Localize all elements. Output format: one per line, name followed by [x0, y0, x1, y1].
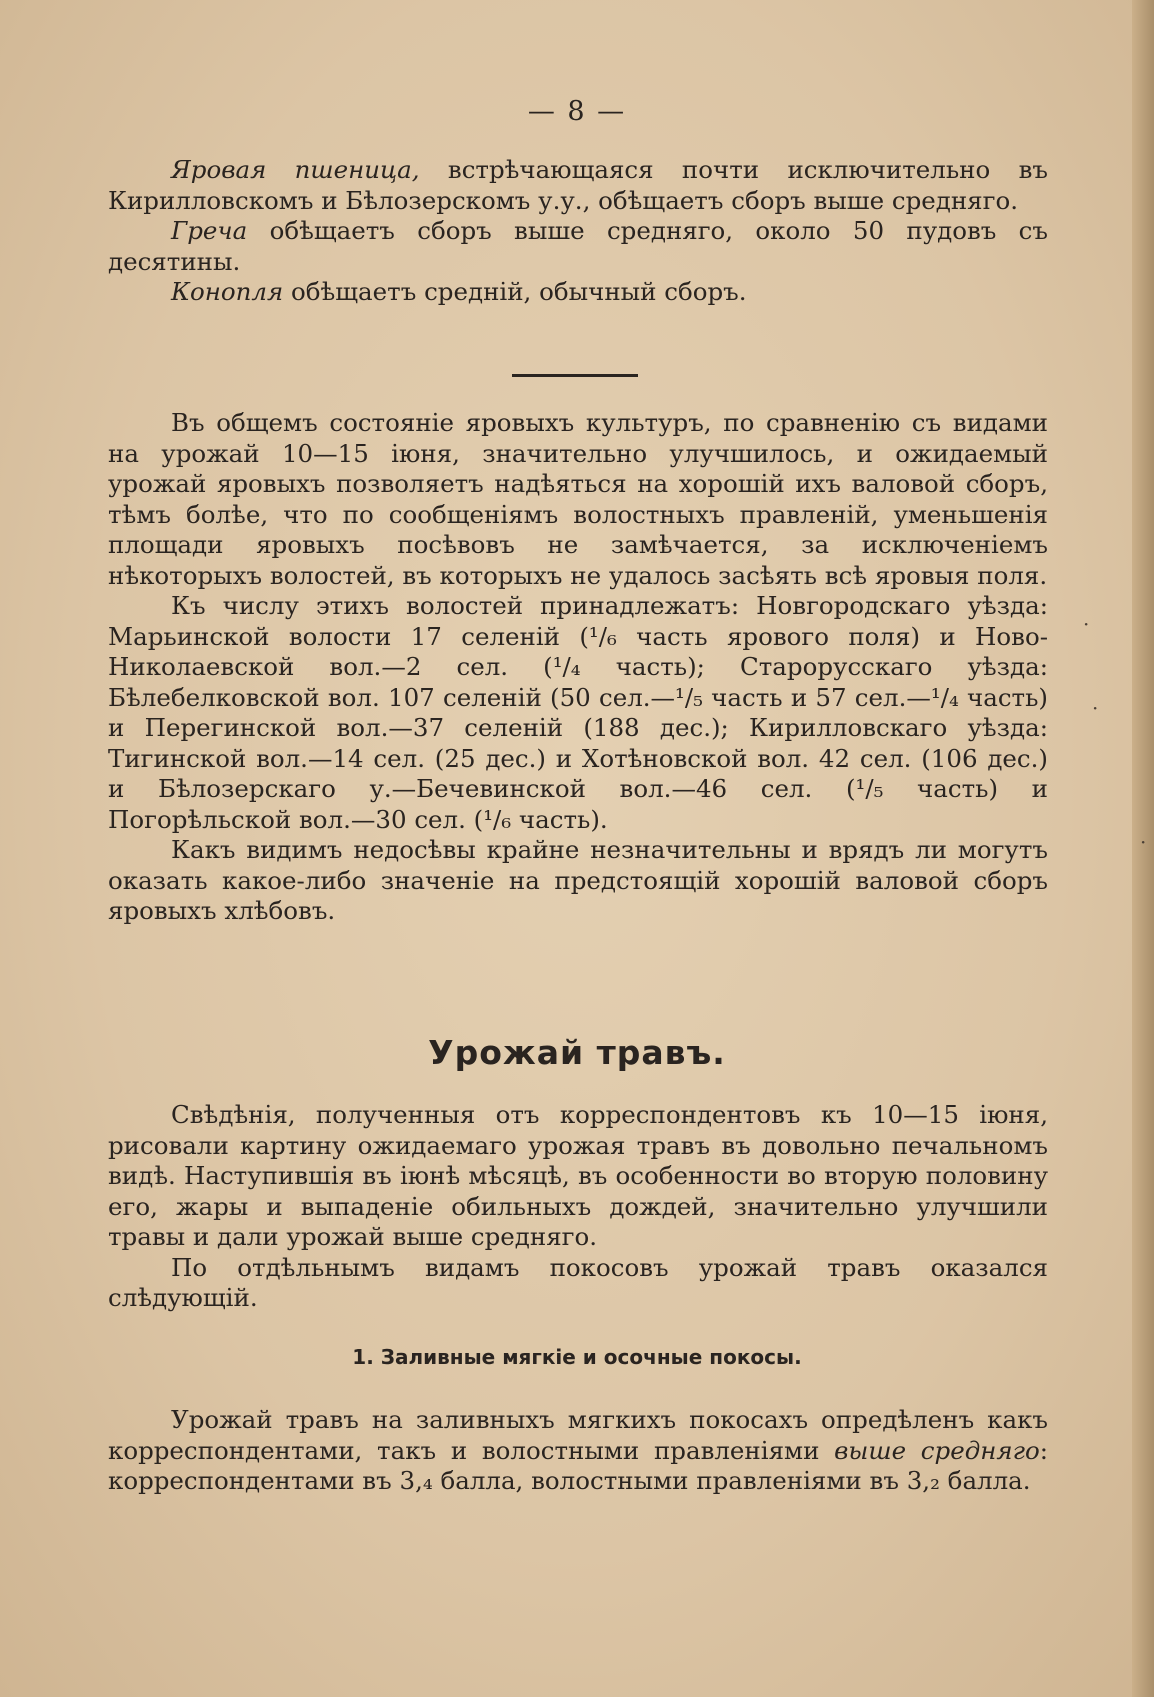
paragraph-hemp: Конопля обѣщаетъ средній, обычный сборъ. [171, 277, 747, 306]
paragraph-buckwheat: Греча обѣщаетъ сборъ выше средняго, около 50 пудовъ съ десятины. [108, 216, 1048, 276]
section-divider [512, 374, 638, 377]
margin-speck: · [1140, 830, 1147, 854]
paragraph-general-state: Въ общемъ состояніе яровыхъ культуръ, по сравненію съ видами на урожай 10—15 іюня, значительно улучшилось, и ожидаемый урожай яровыхъ позволяетъ надѣяться на хорошій ихъ валовой сборъ, тѣмъ болѣе, что по сообщеніямъ волостныхъ правленій, уменьшенія площади яровыхъ посѣвовъ не замѣчается, за исключеніемъ нѣкоторыхъ волостей, въ которыхъ не удалось засѣять всѣ яровыя поля. [108, 408, 1048, 590]
margin-speck: · [1092, 696, 1099, 720]
grass-harvest-section [108, 1100, 1048, 1314]
paragraph-correspondents: Свѣдѣнія, полученныя отъ корреспондентовъ къ 10—15 іюня, рисовали картину ожидаемаго урожая травъ въ довольно печальномъ видѣ. Наступившія въ іюнѣ мѣсяцѣ, въ особенности во вторую половину его, жары и выпаденіе обильныхъ дождей, значительно улучшили травы и дали урожай выше средняго. [108, 1100, 1048, 1251]
paragraph-spring-wheat: Яровая пшеница, встрѣчающаяся почти исключительно въ Кирилловскомъ и Бѣлозерскомъ у.у., обѣщаетъ сборъ выше средняго. [108, 155, 1048, 215]
margin-speck: · [1083, 612, 1090, 636]
page-number: — 8 — [527, 96, 627, 127]
subsection-heading: 1. Заливные мягкіе и осочные покосы. [352, 1345, 802, 1369]
flood-meadows-section [108, 1405, 1048, 1497]
spring-crops-section [108, 408, 1048, 927]
paragraph-conclusion: Какъ видимъ недосѣвы крайне незначительны и врядъ ли могутъ оказать какое-либо значеніе на предстоящій хорошій валовой сборъ яровыхъ хлѣбовъ. [108, 835, 1048, 925]
paragraph-volosts-list: Къ числу этихъ волостей принадлежатъ: Новгородскаго уѣзда: Марьинской волости 17 селеній (¹/₆ часть ярового поля) и Ново-Николаевской вол.—2 сел. (¹/₄ часть); Старорусскаго уѣзда: Бѣлебелковской вол. 107 селеній (50 сел.—¹/₅ часть и 57 сел.—¹/₄ часть) и Перегинской вол.—37 селеній (188 дес.); Кирилловскаго уѣзда: Тигинской вол.—14 сел. (25 дес.) и Хотѣновской вол. 42 сел. (106 дес.) и Бѣлозерскаго у.—Бечевинской вол.—46 сел. (¹/₅ часть) и Погорѣльской вол.—30 сел. (¹/₆ часть). [108, 591, 1048, 834]
section-heading: Урожай травъ. [428, 1033, 726, 1072]
crops-section [108, 155, 1048, 308]
paragraph-by-type: По отдѣльнымъ видамъ покосовъ урожай травъ оказался слѣдующій. [108, 1252, 1048, 1312]
paragraph-flood-meadows: Урожай травъ на заливныхъ мягкихъ покосахъ опредѣленъ какъ корреспондентами, такъ и волостными правленіями выше средняго: корреспондентами въ 3,₄ балла, волостными правленіями въ 3,₂ балла. [108, 1405, 1048, 1495]
